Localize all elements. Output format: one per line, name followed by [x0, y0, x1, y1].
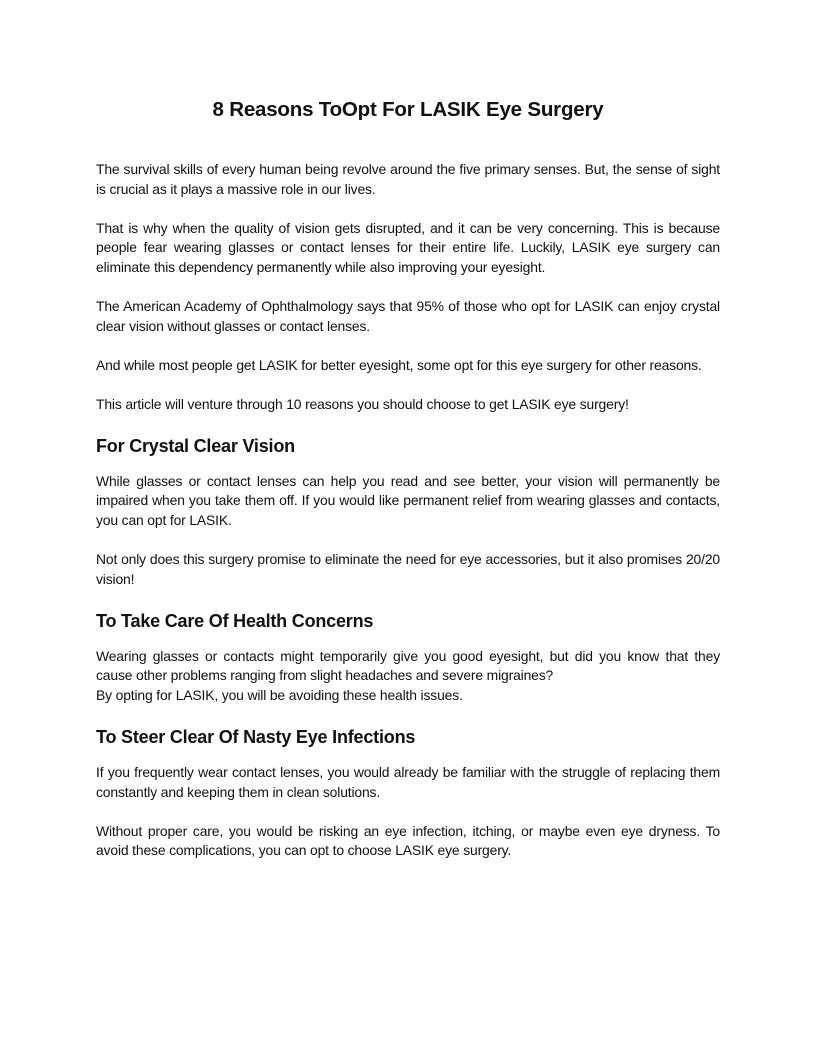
section-heading: For Crystal Clear Vision [96, 435, 295, 456]
intro-paragraph-5: This article will venture through 10 reasons you should choose to get LASIK eye surgery! [96, 395, 629, 412]
section-paragraph: Wearing glasses or contacts might temporarily give you good eyesight, but did you know that they cause other problems ranging from slight headaches and severe migraines? [96, 647, 720, 684]
document-page [96, 96, 720, 880]
section-paragraph: If you frequently wear contact lenses, you would already be familiar with the struggle of replacing them constantly and keeping them in clean solutions. [96, 764, 720, 800]
intro-paragraph-4: And while most people get LASIK for better eyesight, some opt for this eye surgery for other reasons. [96, 356, 702, 373]
intro-paragraph-2: That is why when the quality of vision gets disrupted, and it can be very concerning. This is because people fear wearing glasses or contact lenses for their entire life. Luckily, LASIK eye surgery can eliminate this dependency permanently while also improving your eyesight. [96, 219, 720, 275]
section-paragraph: Without proper care, you would be risking an eye infection, itching, or maybe even eye dryness. To avoid these complications, you can opt to choose LASIK eye surgery. [96, 822, 720, 859]
section-heading: To Steer Clear Of Nasty Eye Infections [96, 727, 416, 748]
intro-paragraph-3: The American Academy of Ophthalmology says that 95% of those who opt for LASIK can enjoy crystal clear vision without glasses or contact lenses. [96, 297, 720, 334]
section-paragraph: While glasses or contact lenses can help you read and see better, your vision will permanently be impaired when you take them off. If you would like permanent relief from wearing glasses and contacts, you can opt for LASIK. [96, 472, 720, 529]
section-paragraph: Not only does this surgery promise to eliminate the need for eye accessories, but it also promises 20/20 vision! [96, 551, 720, 587]
section-health-concerns [96, 609, 720, 706]
section-eye-infections [96, 725, 720, 861]
intro-paragraph-1: The survival skills of every human being revolve around the five primary senses. But, the sense of sight is crucial as it plays a massive role in our lives. [96, 161, 720, 197]
section-crystal-clear-vision [96, 434, 720, 589]
section-paragraph: By opting for LASIK, you will be avoiding these health issues. [96, 687, 463, 703]
document-title: 8 Reasons ToOpt For LASIK Eye Surgery [212, 98, 604, 121]
section-heading: To Take Care Of Health Concerns [96, 610, 374, 631]
